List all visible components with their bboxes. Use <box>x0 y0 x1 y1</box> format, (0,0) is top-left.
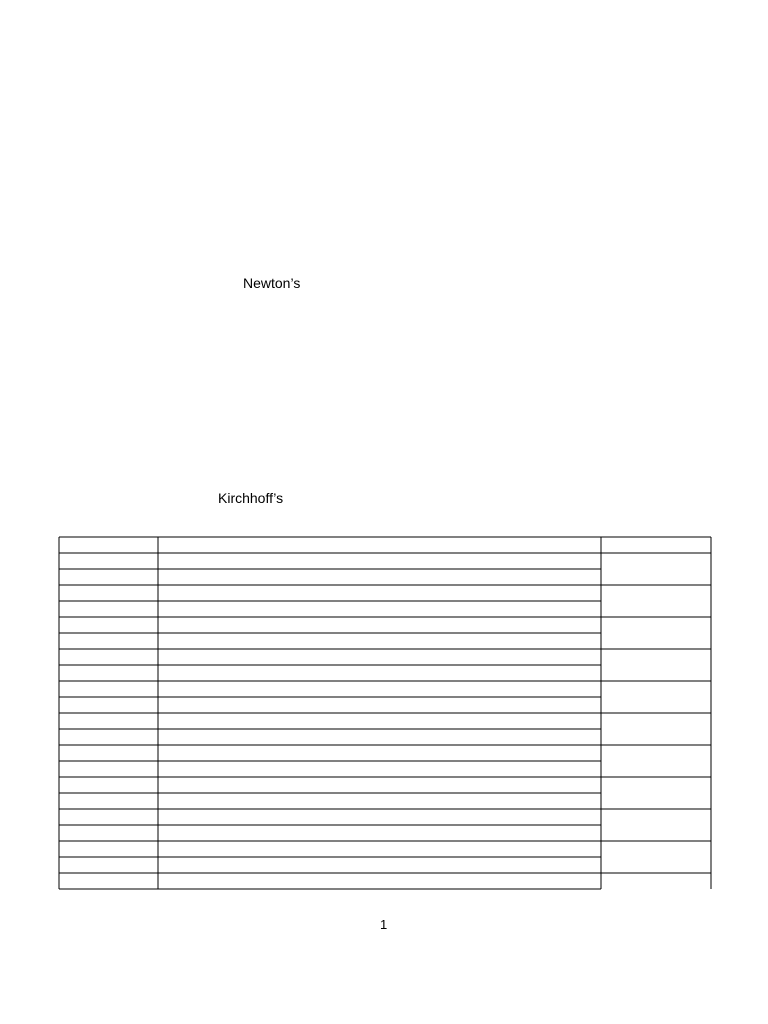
page-number: 1 <box>380 917 388 932</box>
heading-newtons: Newton’s <box>243 275 301 291</box>
heading-kirchhoffs: Kirchhoff’s <box>218 490 284 506</box>
